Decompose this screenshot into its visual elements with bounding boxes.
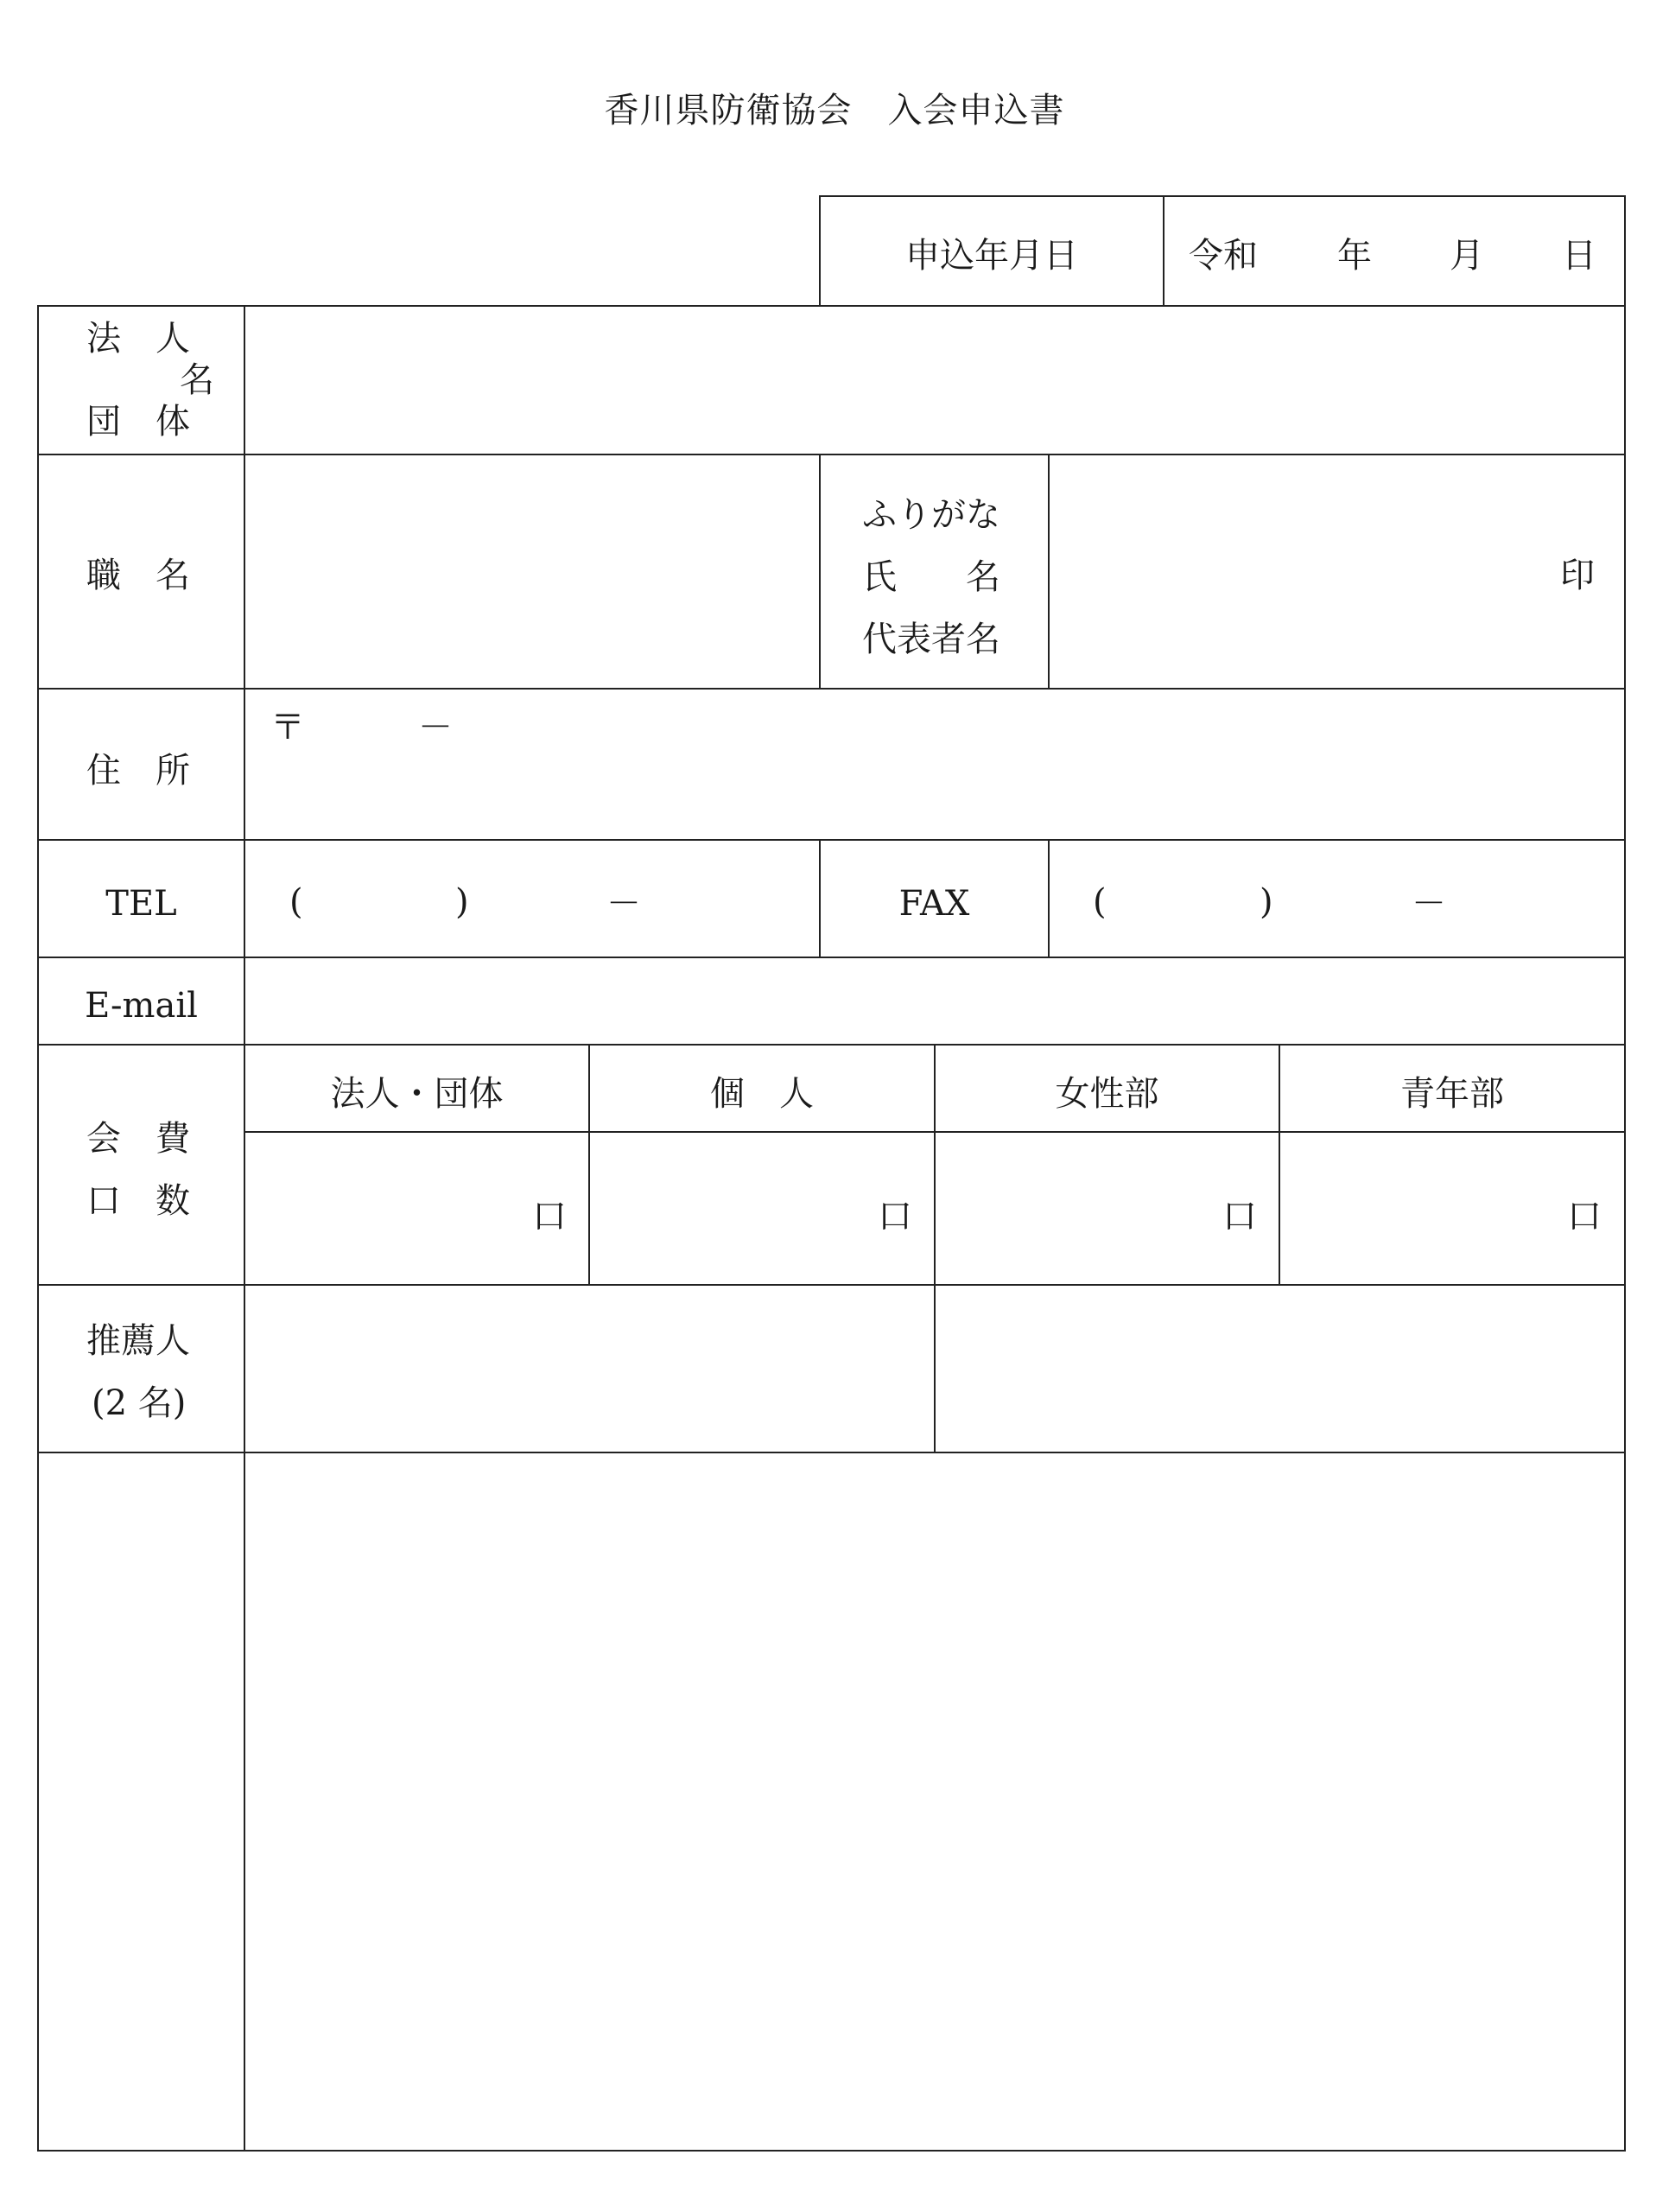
table-border bbox=[37, 839, 1626, 841]
fee-col-corp: 法人・団体 bbox=[330, 1074, 504, 1114]
fee-col-women: 女性部 bbox=[1055, 1074, 1159, 1114]
table-border bbox=[37, 2150, 1626, 2152]
table-border bbox=[37, 305, 39, 2152]
table-border bbox=[37, 957, 1626, 958]
fee-label-line1: 会 費 bbox=[86, 1119, 190, 1159]
year-label: 年 bbox=[1337, 236, 1372, 276]
fee-input-corp[interactable] bbox=[251, 1137, 583, 1279]
table-border bbox=[37, 454, 1626, 455]
date-label: 申込年月日 bbox=[905, 236, 1078, 276]
fax-open-paren: ( bbox=[1093, 882, 1107, 922]
tel-open-paren: ( bbox=[289, 882, 303, 922]
tel-dash: － bbox=[606, 884, 641, 924]
day-label: 日 bbox=[1562, 236, 1596, 276]
corp-label-line2: 団 体 bbox=[86, 402, 190, 442]
table-border bbox=[37, 1284, 1626, 1286]
recommender-input-1[interactable] bbox=[251, 1290, 929, 1446]
seal-mark: 印 bbox=[1560, 556, 1595, 595]
fee-col-youth: 青年部 bbox=[1400, 1074, 1504, 1114]
table-border bbox=[37, 1044, 1626, 1046]
postal-dash: － bbox=[418, 708, 453, 747]
date-input[interactable] bbox=[1227, 204, 1620, 299]
fee-unit-women: 口 bbox=[1222, 1197, 1257, 1236]
fee-unit-youth: 口 bbox=[1567, 1197, 1602, 1236]
email-input[interactable] bbox=[251, 963, 1620, 1039]
table-border bbox=[37, 305, 1626, 307]
fee-input-youth[interactable] bbox=[1285, 1137, 1620, 1279]
corp-label-name: 名 bbox=[180, 360, 214, 400]
notes-area[interactable] bbox=[251, 1458, 1620, 2145]
tel-input[interactable] bbox=[251, 845, 814, 950]
fax-label: FAX bbox=[898, 884, 970, 924]
rep-name-input[interactable] bbox=[1054, 460, 1546, 683]
fax-close-paren: ) bbox=[1260, 882, 1273, 922]
name-label: 氏 名 bbox=[862, 557, 1000, 597]
recommender-input-2[interactable] bbox=[941, 1290, 1620, 1446]
address-input[interactable] bbox=[251, 694, 1620, 834]
page-title: 香川県防衛協会 入会申込書 bbox=[604, 91, 1065, 130]
table-border bbox=[244, 305, 245, 2152]
postal-mark: 〒 bbox=[270, 708, 305, 747]
recommender-label-line1: 推薦人 bbox=[86, 1321, 190, 1361]
position-input[interactable] bbox=[251, 460, 814, 683]
table-border bbox=[37, 1452, 1626, 1453]
rep-label: 代表者名 bbox=[862, 620, 1000, 659]
corp-name-input[interactable] bbox=[251, 311, 1620, 449]
email-label: E-mail bbox=[85, 986, 198, 1026]
fax-input[interactable] bbox=[1054, 845, 1620, 950]
fee-label-line2: 口 数 bbox=[86, 1181, 190, 1221]
era-label: 令和 bbox=[1189, 236, 1258, 276]
address-label: 住 所 bbox=[86, 751, 190, 791]
tel-close-paren: ) bbox=[455, 882, 469, 922]
fee-input-women[interactable] bbox=[941, 1137, 1273, 1279]
fee-unit-corp: 口 bbox=[532, 1197, 567, 1236]
corp-label-line1: 法 人 bbox=[86, 319, 190, 359]
position-label: 職 名 bbox=[86, 556, 190, 595]
furigana-label: ふりがな bbox=[862, 495, 1000, 535]
table-border bbox=[37, 688, 1626, 690]
tel-label: TEL bbox=[105, 884, 177, 924]
fee-input-individual[interactable] bbox=[595, 1137, 929, 1279]
table-border bbox=[821, 195, 1626, 197]
table-border bbox=[1048, 454, 1050, 688]
fee-col-individual: 個 人 bbox=[710, 1074, 814, 1114]
table-border bbox=[1048, 839, 1050, 957]
fee-unit-individual: 口 bbox=[878, 1197, 912, 1236]
fax-dash: － bbox=[1412, 884, 1446, 924]
recommender-label-line2: (2 名) bbox=[92, 1383, 187, 1423]
table-border bbox=[1624, 195, 1626, 2152]
month-label: 月 bbox=[1450, 236, 1484, 276]
table-border bbox=[1163, 195, 1164, 305]
table-border bbox=[819, 454, 821, 688]
